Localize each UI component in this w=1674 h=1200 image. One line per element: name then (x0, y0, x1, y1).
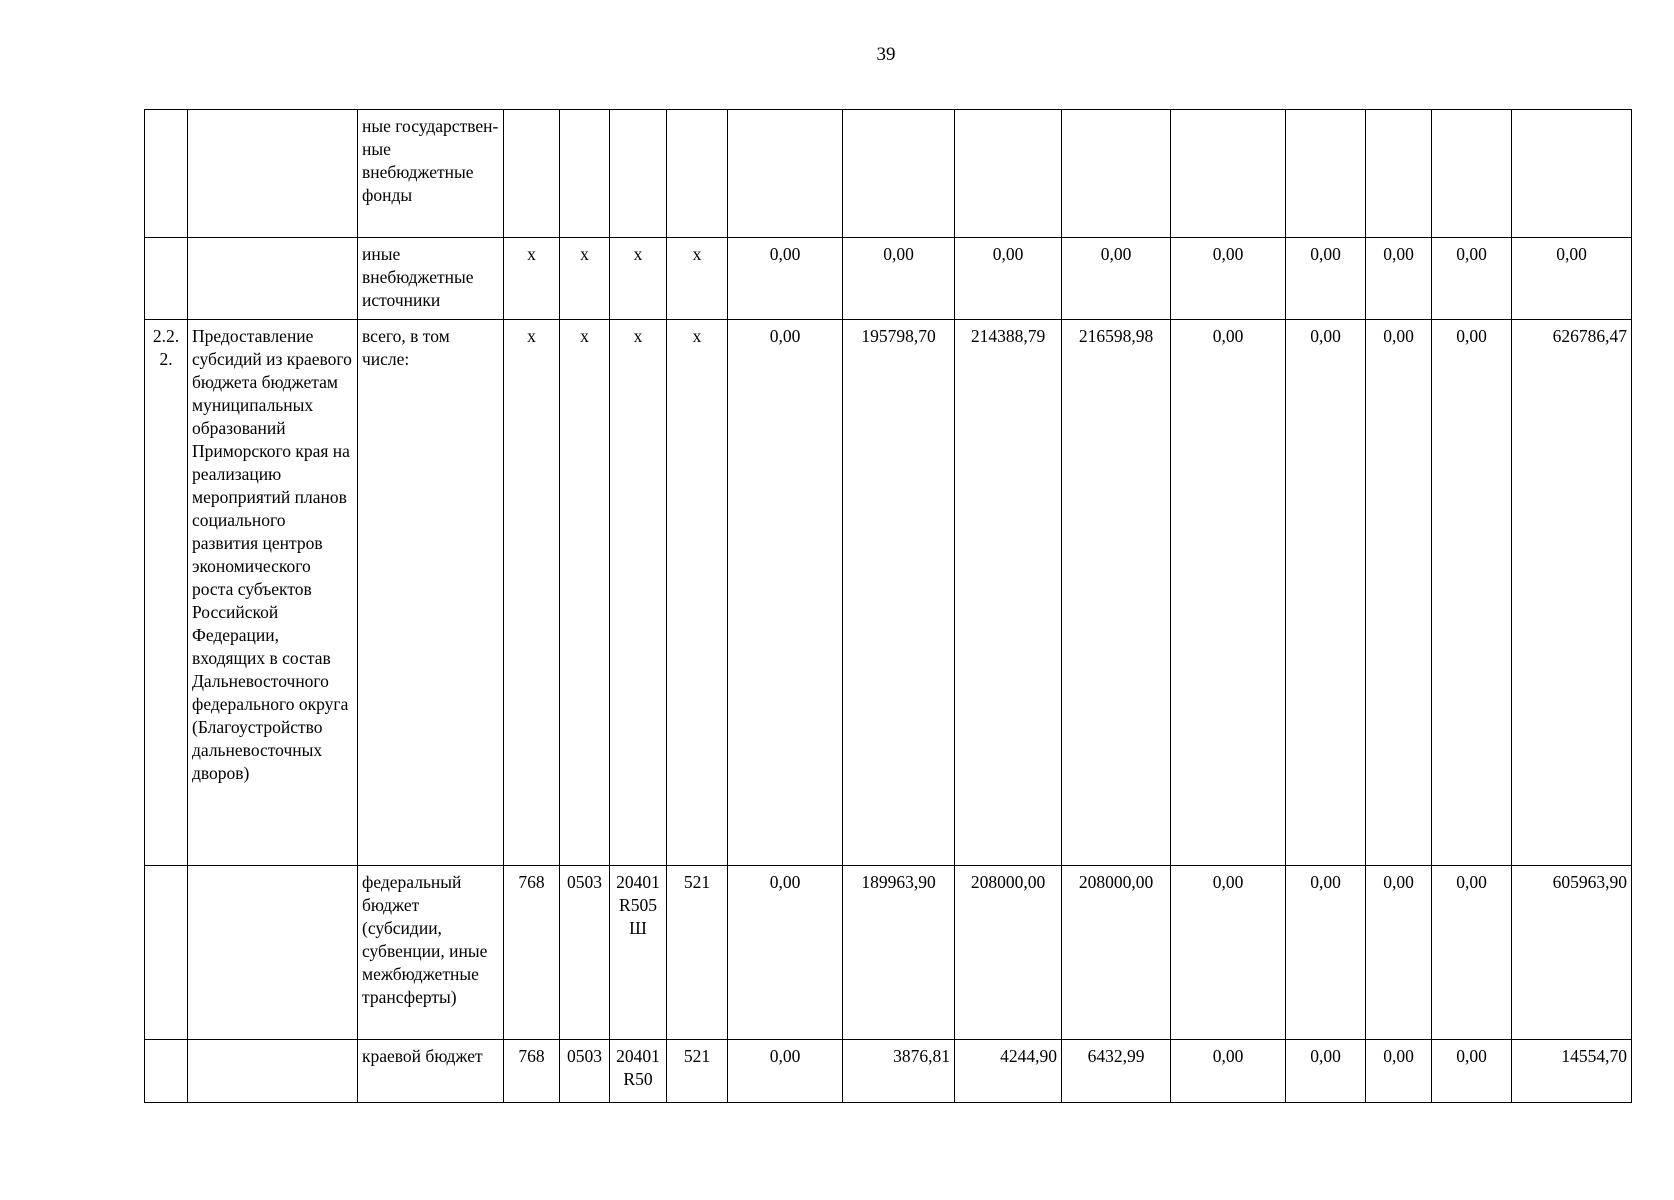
total-value (1512, 110, 1632, 238)
value-6: 0,00 (1286, 866, 1366, 1040)
value-8: 0,00 (1432, 320, 1512, 866)
value-3 (955, 110, 1062, 238)
value-3: 208000,00 (955, 866, 1062, 1040)
value-4: 0,00 (1062, 238, 1171, 320)
value-3: 0,00 (955, 238, 1062, 320)
grbs-code: х (504, 320, 560, 866)
value-4: 6432,99 (1062, 1040, 1171, 1103)
vr-code: х (667, 320, 728, 866)
value-8: 0,00 (1432, 1040, 1512, 1103)
table-row (145, 110, 1632, 238)
value-5: 0,00 (1171, 1040, 1286, 1103)
value-2 (843, 110, 955, 238)
value-1: 0,00 (728, 1040, 843, 1103)
vr-code: 521 (667, 866, 728, 1040)
value-2: 189963,90 (843, 866, 955, 1040)
rz-pr-code: х (560, 238, 610, 320)
value-2: 3876,81 (843, 1040, 955, 1103)
value-6: 0,00 (1286, 320, 1366, 866)
value-1: 0,00 (728, 320, 843, 866)
value-7 (1366, 110, 1432, 238)
table-row (145, 1040, 1632, 1103)
row-number (145, 238, 188, 320)
value-2: 0,00 (843, 238, 955, 320)
csr-code: 20401R50 (610, 1040, 667, 1103)
rz-pr-code (560, 110, 610, 238)
value-5 (1171, 110, 1286, 238)
value-2: 195798,70 (843, 320, 955, 866)
vr-code: х (667, 238, 728, 320)
value-4: 208000,00 (1062, 866, 1171, 1040)
csr-code (610, 110, 667, 238)
measure-name (188, 1040, 358, 1103)
grbs-code: х (504, 238, 560, 320)
value-5: 0,00 (1171, 866, 1286, 1040)
grbs-code: 768 (504, 1040, 560, 1103)
value-7: 0,00 (1366, 320, 1432, 866)
funding-source: федеральный бюджет (субсидии, субвенции, иные межбюджетные трансферты) (358, 866, 504, 1040)
value-5: 0,00 (1171, 320, 1286, 866)
value-3: 214388,79 (955, 320, 1062, 866)
value-7: 0,00 (1366, 1040, 1432, 1103)
vr-code (667, 110, 728, 238)
funding-source: всего, в том числе: (358, 320, 504, 866)
value-4 (1062, 110, 1171, 238)
rz-pr-code: 0503 (560, 866, 610, 1040)
value-6 (1286, 110, 1366, 238)
value-8: 0,00 (1432, 238, 1512, 320)
measure-name (188, 110, 358, 238)
measure-name (188, 866, 358, 1040)
csr-code: х (610, 320, 667, 866)
value-1 (728, 110, 843, 238)
value-3: 4244,90 (955, 1040, 1062, 1103)
total-value: 626786,47 (1512, 320, 1632, 866)
total-value: 0,00 (1512, 238, 1632, 320)
csr-code: 20401R505Ш (610, 866, 667, 1040)
rz-pr-code: х (560, 320, 610, 866)
value-7: 0,00 (1366, 238, 1432, 320)
value-1: 0,00 (728, 866, 843, 1040)
grbs-code: 768 (504, 866, 560, 1040)
rz-pr-code: 0503 (560, 1040, 610, 1103)
value-8: 0,00 (1432, 866, 1512, 1040)
measure-name (188, 238, 358, 320)
table-row (145, 320, 1632, 866)
vr-code: 521 (667, 1040, 728, 1103)
funding-source: иные внебюджетные источники (358, 238, 504, 320)
total-value: 605963,90 (1512, 866, 1632, 1040)
page-number: 39 (876, 44, 896, 65)
table-row (145, 238, 1632, 320)
value-6: 0,00 (1286, 238, 1366, 320)
value-1: 0,00 (728, 238, 843, 320)
funding-source: ные государствен-ные внебюджетные фонды (358, 110, 504, 238)
row-number (145, 866, 188, 1040)
row-number (145, 1040, 188, 1103)
grbs-code (504, 110, 560, 238)
budget-table (144, 109, 1632, 1103)
row-number (145, 110, 188, 238)
value-4: 216598,98 (1062, 320, 1171, 866)
value-7: 0,00 (1366, 866, 1432, 1040)
measure-name: Предоставление субсидий из краевого бюджета бюджетам муниципальных образований Приморского края на реализацию мероприятий планов социального развития центров экономического роста субъектов Российской Федерации, входящих в состав Дальневосточного федерального округа (Благоустройство дальневосточных дворов) (188, 320, 358, 866)
csr-code: х (610, 238, 667, 320)
total-value: 14554,70 (1512, 1040, 1632, 1103)
value-8 (1432, 110, 1512, 238)
funding-source: краевой бюджет (358, 1040, 504, 1103)
value-5: 0,00 (1171, 238, 1286, 320)
value-6: 0,00 (1286, 1040, 1366, 1103)
table-row (145, 866, 1632, 1040)
row-number: 2.2.2. (145, 320, 188, 866)
